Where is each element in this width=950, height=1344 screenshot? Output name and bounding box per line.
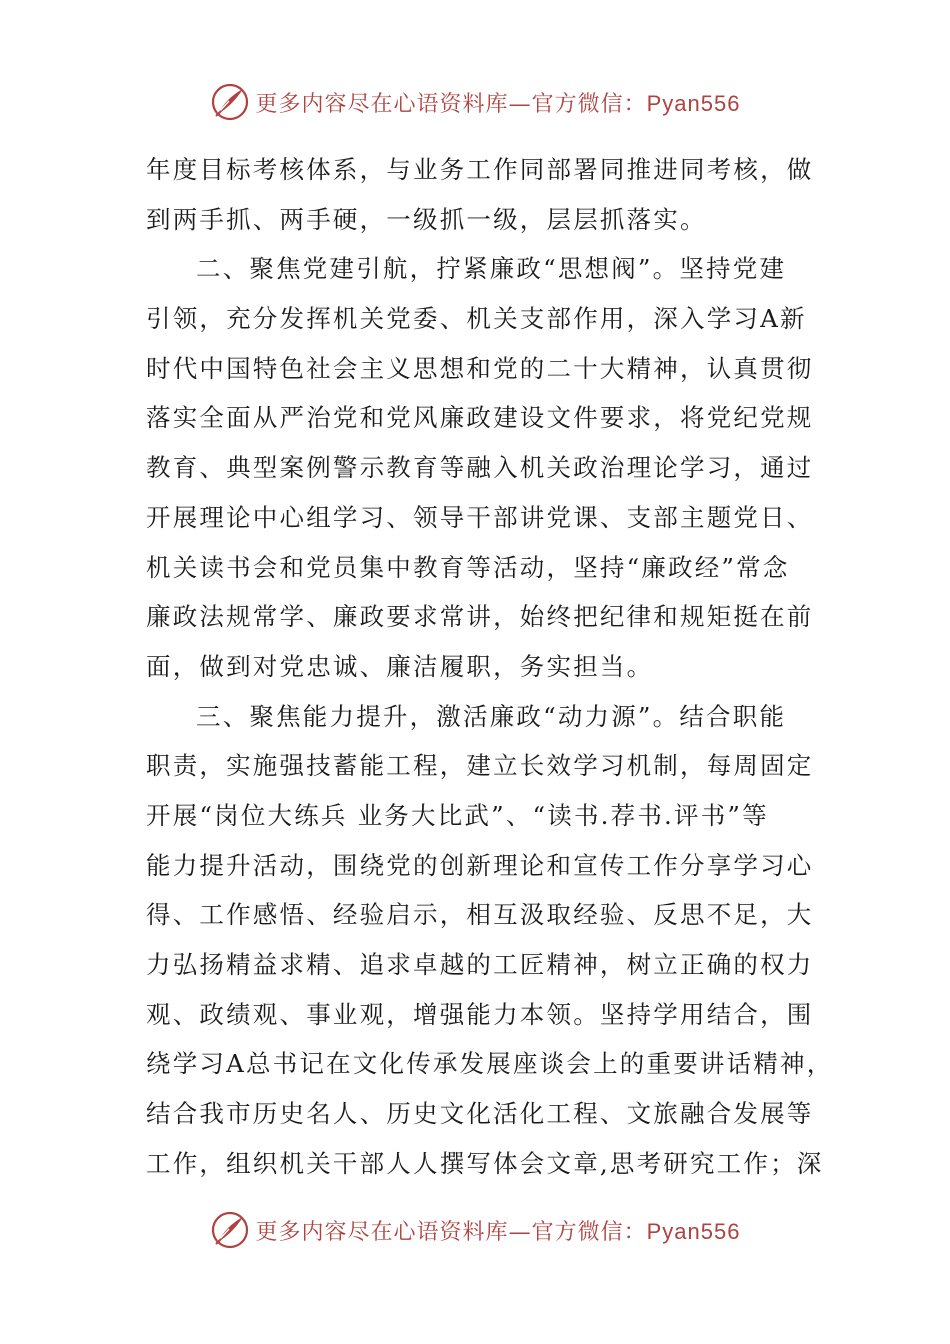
text-line: 廉政法规常学、廉政要求常讲，始终把纪律和规矩挺在前 <box>146 602 814 632</box>
text-line: 机关读书会和党员集中教育等活动，坚持“廉政经”常念 <box>146 552 790 582</box>
watermark-brand: 更多内容尽在心语资料库 <box>255 1219 509 1245</box>
watermark-label: 官方微信： <box>531 91 647 117</box>
text-line: 开展“岗位大练兵 业务大比武”、“读书.荐书.评书”等 <box>146 800 769 830</box>
text-line: 开展理论中心组学习、领导干部讲党课、支部主题党日、 <box>146 502 814 532</box>
watermark-dash: — <box>508 1219 532 1245</box>
text-line: 绕学习A总书记在文化传承发展座谈会上的重要讲话精神， <box>146 1049 834 1079</box>
text-line: 年度目标考核体系，与业务工作同部署同推进同考核，做 <box>146 155 814 184</box>
text-line: 职责，实施强技蓄能工程，建立长效学习机制，每周固定 <box>146 751 814 781</box>
document-body <box>146 145 834 1188</box>
watermark-label: 官方微信： <box>531 1219 647 1245</box>
text-line: 教育、典型案例警示教育等融入机关政治理论学习，通过 <box>146 453 814 483</box>
text-line: 力弘扬精益求精、追求卓越的工匠精神，树立正确的权力 <box>146 950 814 979</box>
quill-logo-icon <box>210 1210 250 1250</box>
watermark-brand: 更多内容尽在心语资料库 <box>255 91 509 117</box>
text-line: 结合我市历史名人、历史文化活化工程、文旅融合发展等 <box>146 1099 814 1129</box>
footer-watermark-banner <box>0 1208 950 1252</box>
watermark-dash: — <box>508 91 532 117</box>
text-line: 观、政绩观、事业观，增强能力本领。坚持学用结合，围 <box>146 999 814 1029</box>
watermark-wechat-id: Pyan556 <box>646 1218 741 1244</box>
text-line: 面，做到对党忠诚、廉洁履职，务实担当。 <box>146 651 654 681</box>
text-line: 二、聚焦党建引航，拧紧廉政“思想阀”。坚持党建 <box>196 254 787 284</box>
text-line: 时代中国特色社会主义思想和党的二十大精神，认真贯彻 <box>146 353 814 383</box>
text-line: 能力提升活动，围绕党的创新理论和宣传工作分享学习心 <box>146 850 814 880</box>
footer-watermark-text <box>256 1215 741 1246</box>
quill-logo-icon <box>210 82 250 122</box>
header-watermark-text <box>256 87 741 118</box>
text-line: 得、工作感悟、经验启示，相互汲取经验、反思不足，大 <box>146 900 814 930</box>
text-line: 工作，组织机关干部人人撰写体会文章,思考研究工作；深 <box>146 1148 824 1178</box>
watermark-wechat-id: Pyan556 <box>646 90 741 116</box>
text-line: 到两手抓、两手硬，一级抓一级，层层抓落实。 <box>146 204 707 234</box>
text-line: 引领，充分发挥机关党委、机关支部作用，深入学习A新 <box>146 304 807 334</box>
text-line: 落实全面从严治党和党风廉政建设文件要求，将党纪党规 <box>146 403 814 433</box>
text-line: 三、聚焦能力提升，激活廉政“动力源”。结合职能 <box>196 701 787 731</box>
header-watermark-banner <box>0 80 950 124</box>
